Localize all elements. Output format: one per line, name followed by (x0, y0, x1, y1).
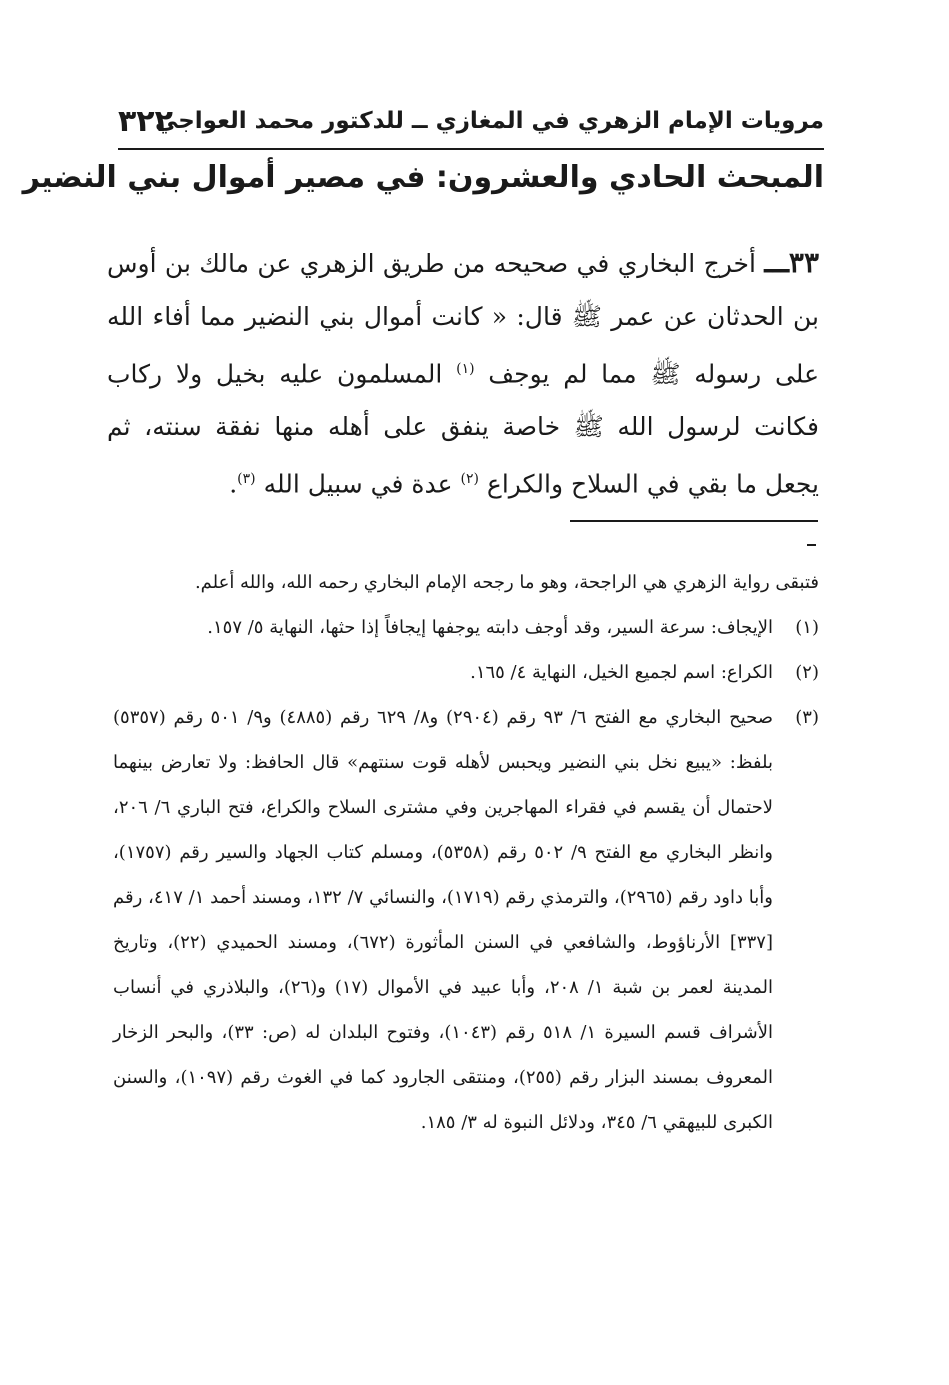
footnote-dash-mark (807, 544, 816, 546)
footnote-number: (١) (795, 617, 819, 638)
section-title: المبحث الحادي والعشرون: في مصير أموال بني النضير (22, 160, 824, 195)
paragraph-text-1: أخرج البخاري في صحيحه من طريق الزهري عن مالك بن أوس بن الحدثان عن عمر ﷺ قال: « كانت أموال بني النضير مما أفاء الله على رسوله ﷺ مما لم يوجف (107, 249, 819, 389)
footnote-number: (٣) (795, 707, 819, 728)
footnote-number: (٢) (795, 662, 819, 683)
page-number: ٣٢٢ (118, 104, 173, 139)
footnote-text: الكراع: اسم لجميع الخيل، النهاية ٤/ ١٦٥. (470, 662, 773, 683)
running-header-title: مرويات الإمام الزهري في المغازي ــ للدكتور محمد العواجي (154, 108, 824, 134)
footnote-text: صحيح البخاري مع الفتح ٦/ ٩٣ رقم (٢٩٠٤) و٨/ ٦٢٩ رقم (٤٨٨٥) و٩/ ٥٠١ رقم (٥٣٥٧) بلفظ: «يبيع نخل بني النضير ويحبس لأهله قوت سنتهم» قال الحافظ: ولا تعارض بينهما لاحتمال أن يقسم في فقراء المهاجرين وفي مشترى السلاح والكراع، فتح الباري ٦/ ٢٠٦، وانظر البخاري مع الفتح ٩/ ٥٠٢ رقم (٥٣٥٨)، ومسلم كتاب الجهاد والسير رقم (١٧٥٧)، وأبا داود رقم (٢٩٦٥)، والترمذي رقم (١٧١٩)، والنسائي ٧/ ١٣٢، ومسند أحمد ١/ ٤١٧، رقم [٣٣٧] الأرناؤوط، والشافعي في السنن المأثورة (٦٧٢)، ومسند الحميدي (٢٢)، وتاريخ المدينة لعمر بن شبة ١/ ٢٠٨، وأبا عبيد في الأموال (١٧) و(٢٦)، والبلاذري في أنساب الأشراف قسم السيرة ١/ ٥١٨ رقم (١٠٤٣)، وفتوح البلدان له (ص: ٣٣)، والبحر الزخار المعروف بمسند البزار رقم (٢٥٥)، ومنتقى الجارود كما في الغوث رقم (١٠٩٧)، والسنن الكبرى للبيهقي ٦/ ٣٤٥، ودلائل النبوة له ٣/ ١٨٥. (113, 707, 774, 1133)
paragraph-text-2: المسلمون عليه بخيل ولا ركاب فكانت لرسول الله ﷺ خاصة ينفق على أهله منها نفقة سنته، ثم يجعل ما بقي في السلاح والكراع (107, 359, 819, 499)
footnote-separator (570, 520, 818, 522)
running-header (118, 106, 824, 150)
main-paragraph (107, 236, 819, 511)
paragraph-text-4: . (229, 469, 238, 499)
footnote-text: الإيجاف: سرعة السير، وقد أوجف دابته يوجفها إيجافاً إذا حثها، النهاية ٥/ ١٥٧. (207, 617, 773, 638)
footnote-item (113, 650, 819, 695)
paragraph-number: ٣٣ـــ (764, 246, 819, 279)
footnote-ref-3: (٣) (237, 471, 256, 488)
footnotes (113, 560, 819, 1145)
footnote-ref-2: (٢) (460, 471, 479, 488)
footnote-item (113, 695, 819, 1145)
footnote-continuation: فتبقى رواية الزهري هي الراجحة، وهو ما رجحه الإمام البخاري رحمه الله، والله أعلم. (194, 572, 819, 593)
paragraph-text-3: عدة في سبيل الله (255, 469, 461, 499)
footnote-item (113, 605, 819, 650)
footnote-ref-1: (١) (456, 361, 475, 377)
